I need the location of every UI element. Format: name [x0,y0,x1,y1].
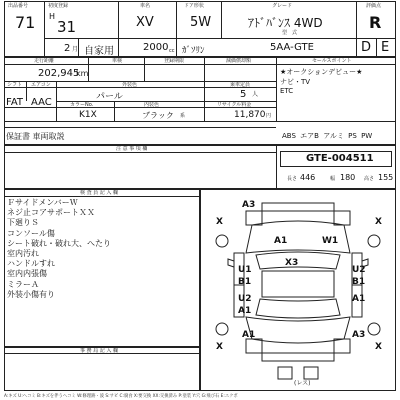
mark-rear-a1: A1 [242,330,256,340]
mark-rear-x-right: X [375,342,382,352]
exterior-grade: E [381,40,390,55]
note-line: ミラーＡ [7,279,39,289]
score: R [369,13,382,32]
doors-label: ドア形状 [184,3,204,9]
seats-label: 乗車定員 [230,82,251,88]
mileage-unit: km [76,69,89,78]
note-line: 室内汚れ [7,249,39,259]
note-line: シート破れ・破れ大、へたり [7,238,111,248]
option-ps: PS [348,132,357,140]
mileage: 202,945 [38,68,80,79]
sales-label: セールスポイント [312,58,352,64]
seller-label: 事 務 局 記 入 欄 [80,348,118,354]
wheel-fr [368,235,380,247]
mark-left-u1: U1 [238,265,252,275]
interior-suffix: 系 [180,113,186,119]
legend-text: A:キズ U:ヘコミ B:キズを伴うヘコミ W:修理跡・波 S:サビ C:腐食 X:要交換 XX:交換済み P:塗装 Y:穴 G:飛び石 E:エクボ [4,394,238,399]
color: パール [96,92,123,102]
color-no: K1X [79,110,97,120]
year-era: H [49,12,56,21]
documents: 保証書 車両取説 [6,132,65,141]
note-line: 室内内張傷 [7,269,47,279]
year-number: 31 [57,18,77,36]
shift: FAT [6,97,24,108]
grade: ｱﾄﾞﾊﾞﾝｽ 4WD [248,16,323,30]
notice-label: 注 意 事 項 欄 [116,146,148,152]
note-line: 外装小傷有り [7,289,55,299]
note-line: ネジ止コアサポートＸＸ [7,208,95,218]
sales-point-2: ナビ・TV [280,78,311,86]
wheel-rl [216,323,228,335]
usage: 自家用 [84,46,114,57]
mark-rear-x-left: X [216,342,223,352]
cc-unit: cc [169,48,175,54]
options-list [282,131,372,141]
model: 5AA-GTE [270,42,314,53]
color-label: 外装色 [122,82,138,88]
reg-date-label: 登録期限 [164,58,185,64]
roof-outline [262,271,334,297]
recycle-fee-label: リサイクル料金 [217,102,252,108]
option-alloy: アルミ [323,132,344,140]
mark-front-a3: A3 [242,200,256,210]
auction-sheet [4,1,396,399]
recycle-label: 減価償却額 [226,58,252,64]
note-line: コンソール傷 [7,228,55,238]
inspector-notes [7,198,111,300]
model-code: GTE-004511 [306,153,374,164]
lot-number: 71 [15,13,36,32]
mark-left-u2: U2 [238,294,252,304]
year-label: 初度登録 [48,3,69,9]
grade-label: グレード [272,3,293,9]
interior-color: ブラック [142,111,174,120]
dim-width-label: 幅 [330,176,336,182]
score-label: 評価点 [366,3,382,9]
mileage-label: 走行距離 [34,58,55,64]
front-corner-right [334,211,350,225]
doors: 5W [190,15,212,30]
option-airbag: エアB [300,132,319,140]
color-no-label: カラーNo. [70,102,94,108]
car-name: XV [136,15,154,30]
option-abs: ABS [282,132,296,140]
rear-window-outline [256,299,340,318]
seats: 5 [240,89,247,100]
mark-hood-w1: W1 [322,236,339,246]
mark-front-x-right: X [375,217,382,227]
mark-right-u2: U2 [352,265,366,275]
mark-mid-x3: X3 [285,258,299,268]
front-bumper-outline [262,203,334,211]
dim-width: 180 [340,173,356,182]
rear-seat-label: (レス) [294,380,311,387]
cc-value: 2000 [143,42,169,53]
dim-length-label: 長さ [287,176,298,182]
mark-hood-a1: A1 [274,236,288,246]
dim-length: 446 [300,173,316,182]
mark-right-b1: B1 [352,277,366,287]
inspection-label: 車検 [112,58,123,64]
year-month: 2 [64,43,71,54]
mark-right-a1: A1 [352,294,366,304]
rear-bumper-outline [262,353,334,361]
name-label: 車名 [140,3,151,9]
interior-label: 内装色 [144,102,160,108]
recycle-unit: 円 [266,113,272,119]
month-unit: 月 [72,46,79,53]
rear-corner-left [246,339,262,353]
note-line: ハンドルすれ [7,259,55,269]
sales-point-1: ★オークションデビュー★ [280,68,363,76]
fuel: ｶﾞｿﾘﾝ [182,46,205,56]
wheel-rr [368,323,380,335]
model-label: 型 式 [282,30,298,36]
left-mirror [228,259,234,267]
dim-height: 155 [378,173,394,182]
mark-front-x-left: X [216,217,223,227]
ac: AAC [31,97,52,108]
rear-corner-right [334,339,350,353]
seat-row-front [278,367,318,379]
interior-grade: D [361,40,372,55]
seats-unit: 人 [252,91,259,98]
recycle-fee: 11,870 [234,110,266,120]
lot-label: 出品番号 [8,3,29,9]
dim-height-label: 高さ [364,176,375,182]
shift-label: シフト [7,82,23,88]
ac-label: エアコン [31,82,51,88]
sales-point-3: ETC [280,87,294,95]
inspector-label: 検 査 員 記 入 欄 [80,190,118,196]
mark-rear-a3: A3 [352,330,366,340]
note-line: ＦサイドメンバーＷ [7,198,78,207]
front-corner-left [246,211,262,225]
car-diagram [200,189,396,391]
mark-left-a1: A1 [238,306,252,316]
option-pw: PW [361,132,373,140]
mark-left-b1: B1 [238,277,252,287]
wheel-fl [216,235,228,247]
note-line: 下廻りＳ [7,218,39,228]
